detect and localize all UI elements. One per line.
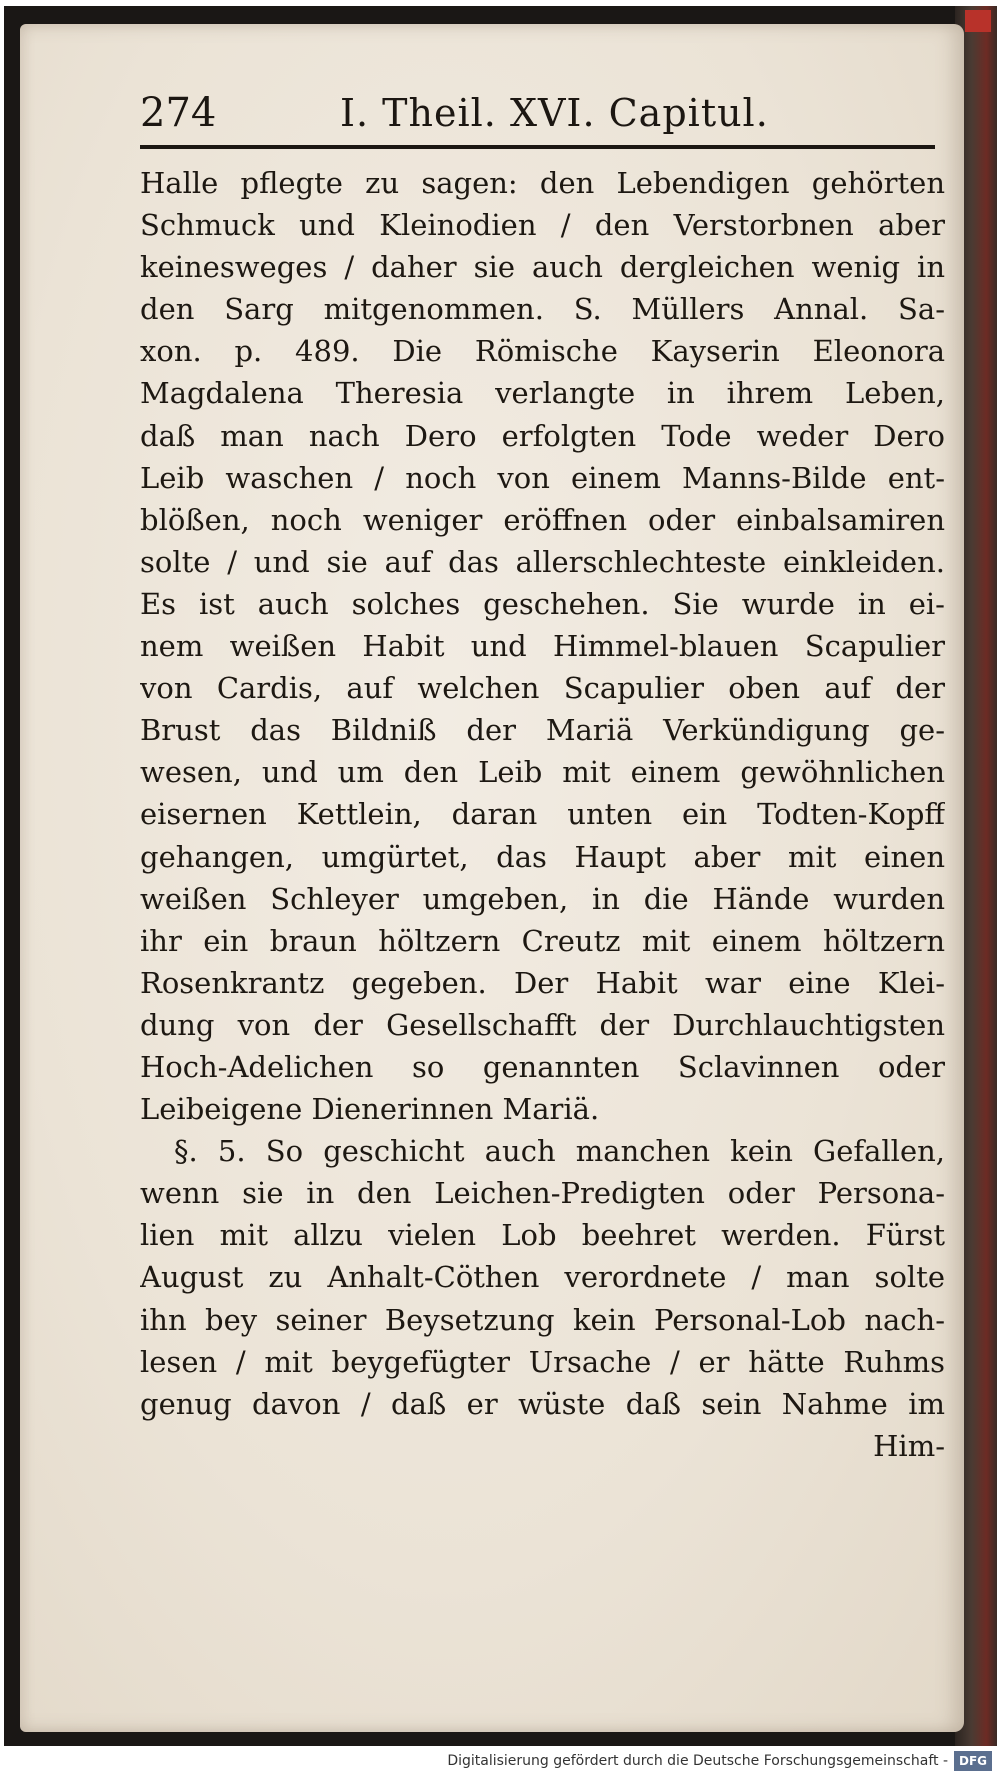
text-line: blößen, noch weniger eröffnen oder einbalsamiren	[140, 502, 945, 537]
text-line: Schmuck und Kleinodien / den Verstorbnen aber	[140, 208, 945, 243]
text-line: Rosenkrantz gegeben. Der Habit war eine Klei-	[140, 965, 945, 1000]
text-line: Leibeigene Dienerinnen Mariä.	[140, 1092, 600, 1127]
text-line: Es ist auch solches geschehen. Sie wurde in ei-	[140, 586, 945, 621]
text-line: Halle pflegte zu sagen: den Lebendigen gehörten	[140, 166, 945, 200]
text-line: Leib waschen / noch von einem Manns-Bilde ent-	[140, 460, 945, 495]
text-line: lesen / mit beygefügter Ursache / er hätte Ruhms	[140, 1344, 945, 1379]
text-line: keinesweges / daher sie auch dergleichen wenig in	[140, 250, 945, 285]
digitization-credit: Digitalisierung gefördert durch die Deutsche Forschungsgemeinschaft -	[447, 1753, 948, 1769]
catchword: Him-	[873, 1428, 945, 1463]
text-line: eisernen Kettlein, daran unten ein Todten-Kopff	[140, 797, 945, 832]
text-line: daß man nach Dero erfolgten Tode weder Dero	[140, 418, 945, 453]
text-line: ihn bey seiner Beysetzung kein Personal-Lob nach-	[140, 1302, 945, 1337]
text-line: solte / und sie auf das allerschlechteste einkleiden.	[140, 544, 945, 579]
header-rule	[140, 145, 935, 149]
color-marker	[965, 10, 991, 32]
body-text	[140, 162, 945, 1467]
running-head: I. Theil. XVI. Capitul.	[340, 91, 769, 135]
text-line: wesen, und um den Leib mit einem gewöhnlichen	[140, 755, 945, 790]
text-line: wenn sie in den Leichen-Predigten oder Persona-	[140, 1176, 945, 1211]
paragraph-start-line: §. 5. So geschicht auch manchen kein Gefallen,	[174, 1134, 945, 1169]
text-line: von Cardis, auf welchen Scapulier oben auf der	[140, 671, 945, 706]
text-line: lien mit allzu vielen Lob beehret werden. Fürst	[140, 1218, 945, 1253]
text-line: Brust das Bildniß der Mariä Verkündigung ge-	[140, 713, 945, 748]
page-number: 274	[140, 90, 217, 136]
text-line: August zu Anhalt-Cöthen verordnete / man solte	[140, 1260, 945, 1295]
text-line: xon. p. 489. Die Römische Kayserin Eleonora	[140, 334, 945, 369]
text-line: ihr ein braun höltzern Creutz mit einem höltzern	[140, 923, 945, 958]
text-line: Hoch-Adelichen so genannten Sclavinnen oder	[140, 1049, 945, 1084]
text-line: den Sarg mitgenommen. S. Müllers Annal. Sa-	[140, 292, 945, 327]
text-line: dung von der Gesellschafft der Durchlauchtigsten	[140, 1007, 945, 1042]
text-line: genug davon / daß er wüste daß sein Nahme im	[140, 1386, 945, 1421]
dfg-logo: DFG	[954, 1751, 992, 1771]
text-line: weißen Schleyer umgeben, in die Hände wurden	[140, 881, 945, 916]
text-line: Magdalena Theresia verlangte in ihrem Leben,	[140, 376, 945, 411]
page-header	[140, 88, 940, 138]
text-line: nem weißen Habit und Himmel-blauen Scapulier	[140, 629, 945, 664]
text-line: gehangen, umgürtet, das Haupt aber mit einen	[140, 839, 945, 874]
